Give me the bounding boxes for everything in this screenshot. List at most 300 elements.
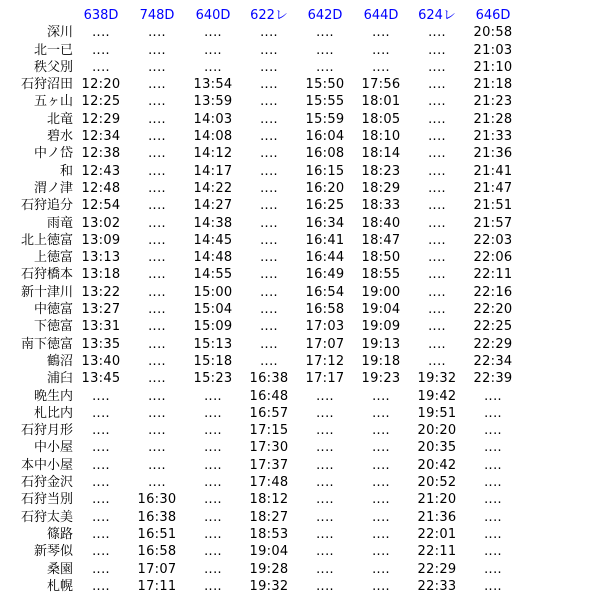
time-cell: 19:32 xyxy=(249,578,289,594)
time-cell: ‥‥ xyxy=(484,457,502,473)
train-number-header: 646D xyxy=(475,8,511,23)
time-cell: ‥‥ xyxy=(204,423,222,439)
time-cell: 15:04 xyxy=(193,302,233,318)
time-cell: 22:06 xyxy=(473,250,513,266)
time-cell: ‥‥ xyxy=(428,353,446,369)
timetable-body xyxy=(0,24,521,595)
time-cell: ‥‥ xyxy=(260,302,278,318)
station-name: 新十津川 xyxy=(20,284,73,300)
time-cell: 16:30 xyxy=(137,492,177,508)
time-cell: 16:04 xyxy=(305,129,345,145)
station-name: 桑園 xyxy=(46,561,73,577)
station-name: 碧水 xyxy=(46,129,73,145)
table-row xyxy=(0,439,521,456)
table-row xyxy=(0,42,521,59)
time-cell: 15:59 xyxy=(305,111,345,127)
time-cell: 16:49 xyxy=(305,267,345,283)
table-row xyxy=(0,353,521,370)
time-cell: 18:55 xyxy=(361,267,401,283)
time-cell: ‥‥ xyxy=(204,405,222,421)
time-cell: ‥‥ xyxy=(148,457,166,473)
time-cell: 12:38 xyxy=(81,146,121,162)
table-row xyxy=(0,457,521,474)
time-cell: 12:20 xyxy=(81,77,121,93)
time-cell: ‥‥ xyxy=(428,198,446,214)
time-cell: 22:29 xyxy=(473,336,513,352)
time-cell: ‥‥ xyxy=(92,25,110,41)
time-cell: 19:32 xyxy=(417,371,457,387)
time-cell: 17:12 xyxy=(305,353,345,369)
time-cell: 19:42 xyxy=(417,388,457,404)
time-cell: ‥‥ xyxy=(372,440,390,456)
time-cell: ‥‥ xyxy=(372,388,390,404)
time-cell: ‥‥ xyxy=(204,561,222,577)
station-name: 石狩金沢 xyxy=(20,475,73,491)
time-cell: ‥‥ xyxy=(260,25,278,41)
time-cell: 19:18 xyxy=(361,353,401,369)
time-cell: 15:55 xyxy=(305,94,345,110)
time-cell: 13:31 xyxy=(81,319,121,335)
station-name: 中徳富 xyxy=(33,302,73,318)
table-row xyxy=(0,197,521,214)
time-cell: 12:29 xyxy=(81,111,121,127)
time-cell: 16:08 xyxy=(305,146,345,162)
time-cell: 22:16 xyxy=(473,284,513,300)
table-row xyxy=(0,163,521,180)
time-cell: ‥‥ xyxy=(428,232,446,248)
time-cell: 14:17 xyxy=(193,163,233,179)
station-name: 北一已 xyxy=(33,42,73,58)
station-name: 鶴沼 xyxy=(46,353,73,369)
time-cell: ‥‥ xyxy=(148,336,166,352)
time-cell: ‥‥ xyxy=(204,457,222,473)
table-row xyxy=(0,215,521,232)
time-cell: 16:58 xyxy=(305,302,345,318)
table-row xyxy=(0,318,521,335)
time-cell: ‥‥ xyxy=(428,129,446,145)
time-cell: ‥‥ xyxy=(428,267,446,283)
table-row xyxy=(0,59,521,76)
time-cell: 20:20 xyxy=(417,423,457,439)
time-cell: 17:37 xyxy=(249,457,289,473)
table-row xyxy=(0,422,521,439)
time-cell: 16:54 xyxy=(305,284,345,300)
time-cell: 14:22 xyxy=(193,180,233,196)
time-cell: ‥‥ xyxy=(260,232,278,248)
time-cell: 15:13 xyxy=(193,336,233,352)
time-cell: 20:35 xyxy=(417,440,457,456)
time-cell: 19:04 xyxy=(249,544,289,560)
time-cell: 13:22 xyxy=(81,284,121,300)
station-name: 和 xyxy=(59,163,73,179)
station-name: 石狩追分 xyxy=(20,198,73,214)
time-cell: 21:10 xyxy=(473,59,513,75)
station-name: 中ノ岱 xyxy=(33,146,73,162)
time-cell: 21:41 xyxy=(473,163,513,179)
time-cell: 13:45 xyxy=(81,371,121,387)
time-cell: ‥‥ xyxy=(92,526,110,542)
time-cell: ‥‥ xyxy=(148,94,166,110)
station-name: 石狩橋本 xyxy=(20,267,73,283)
time-cell: ‥‥ xyxy=(148,42,166,58)
time-cell: 16:38 xyxy=(249,371,289,387)
time-cell: ‥‥ xyxy=(316,25,334,41)
time-cell: ‥‥ xyxy=(260,146,278,162)
time-cell: ‥‥ xyxy=(92,544,110,560)
time-cell: 17:30 xyxy=(249,440,289,456)
station-column-header xyxy=(0,7,73,24)
time-cell: 21:23 xyxy=(473,94,513,110)
time-cell: ‥‥ xyxy=(372,526,390,542)
time-cell: ‥‥ xyxy=(148,302,166,318)
time-cell: ‥‥ xyxy=(260,129,278,145)
time-cell: ‥‥ xyxy=(260,319,278,335)
time-cell: ‥‥ xyxy=(260,215,278,231)
time-cell: 16:44 xyxy=(305,250,345,266)
time-cell: 18:01 xyxy=(361,94,401,110)
time-cell: ‥‥ xyxy=(428,180,446,196)
time-cell: ‥‥ xyxy=(260,111,278,127)
time-cell: 12:34 xyxy=(81,129,121,145)
time-cell: 14:27 xyxy=(193,198,233,214)
time-cell: 22:25 xyxy=(473,319,513,335)
station-name: 南下徳富 xyxy=(20,336,73,352)
time-cell: 21:36 xyxy=(417,509,457,525)
time-cell: 13:35 xyxy=(81,336,121,352)
time-cell: 21:57 xyxy=(473,215,513,231)
time-cell: ‥‥ xyxy=(148,111,166,127)
time-cell: 14:48 xyxy=(193,250,233,266)
time-cell: ‥‥ xyxy=(372,561,390,577)
time-cell: ‥‥ xyxy=(316,492,334,508)
station-name: 本中小屋 xyxy=(20,457,73,473)
time-cell: 19:23 xyxy=(361,371,401,387)
table-row xyxy=(0,145,521,162)
time-cell: ‥‥ xyxy=(148,388,166,404)
table-row xyxy=(0,266,521,283)
time-cell: ‥‥ xyxy=(316,423,334,439)
time-cell: 22:39 xyxy=(473,371,513,387)
time-cell: 21:47 xyxy=(473,180,513,196)
time-cell: ‥‥ xyxy=(148,250,166,266)
time-cell: ‥‥ xyxy=(428,25,446,41)
station-name: 新琴似 xyxy=(33,544,73,560)
time-cell: ‥‥ xyxy=(372,509,390,525)
time-cell: ‥‥ xyxy=(148,180,166,196)
station-name: 篠路 xyxy=(46,526,73,542)
time-cell: ‥‥ xyxy=(204,388,222,404)
table-row xyxy=(0,93,521,110)
time-cell: 22:03 xyxy=(473,232,513,248)
time-cell: 13:59 xyxy=(193,94,233,110)
time-cell: 16:48 xyxy=(249,388,289,404)
time-cell: ‥‥ xyxy=(484,405,502,421)
time-cell: ‥‥ xyxy=(148,129,166,145)
time-cell: 21:20 xyxy=(417,492,457,508)
time-cell: ‥‥ xyxy=(260,42,278,58)
time-cell: 14:55 xyxy=(193,267,233,283)
time-cell: ‥‥ xyxy=(428,215,446,231)
time-cell: 15:09 xyxy=(193,319,233,335)
time-cell: 17:07 xyxy=(305,336,345,352)
time-cell: ‥‥ xyxy=(428,284,446,300)
time-cell: ‥‥ xyxy=(204,440,222,456)
time-cell: 19:51 xyxy=(417,405,457,421)
time-cell: 15:00 xyxy=(193,284,233,300)
time-cell: ‥‥ xyxy=(428,319,446,335)
time-cell: 14:45 xyxy=(193,232,233,248)
time-cell: 22:11 xyxy=(417,544,457,560)
table-row xyxy=(0,111,521,128)
time-cell: ‥‥ xyxy=(92,457,110,473)
time-cell: ‥‥ xyxy=(204,509,222,525)
table-row xyxy=(0,578,521,595)
time-cell: ‥‥ xyxy=(316,509,334,525)
table-row xyxy=(0,301,521,318)
time-cell: ‥‥ xyxy=(92,475,110,491)
time-cell: ‥‥ xyxy=(204,544,222,560)
time-cell: ‥‥ xyxy=(316,59,334,75)
time-cell: 16:57 xyxy=(249,405,289,421)
station-name: 深川 xyxy=(46,25,73,41)
time-cell: ‥‥ xyxy=(204,475,222,491)
time-cell: ‥‥ xyxy=(372,405,390,421)
time-cell: ‥‥ xyxy=(148,77,166,93)
time-cell: 22:11 xyxy=(473,267,513,283)
time-cell: ‥‥ xyxy=(428,77,446,93)
time-cell: 19:00 xyxy=(361,284,401,300)
time-cell: ‥‥ xyxy=(148,371,166,387)
table-row xyxy=(0,128,521,145)
time-cell: 15:50 xyxy=(305,77,345,93)
time-cell: 16:34 xyxy=(305,215,345,231)
table-row xyxy=(0,491,521,508)
time-cell: ‥‥ xyxy=(92,561,110,577)
time-cell: 17:56 xyxy=(361,77,401,93)
time-cell: ‥‥ xyxy=(372,25,390,41)
time-cell: ‥‥ xyxy=(372,59,390,75)
time-cell: 13:02 xyxy=(81,215,121,231)
time-cell: ‥‥ xyxy=(372,492,390,508)
train-number-header: 638D xyxy=(83,8,119,23)
time-cell: 13:40 xyxy=(81,353,121,369)
time-cell: 16:58 xyxy=(137,544,177,560)
table-row xyxy=(0,370,521,387)
time-cell: ‥‥ xyxy=(316,42,334,58)
time-cell: 16:20 xyxy=(305,180,345,196)
time-cell: 21:51 xyxy=(473,198,513,214)
table-row xyxy=(0,561,521,578)
time-cell: 21:28 xyxy=(473,111,513,127)
time-cell: 22:33 xyxy=(417,578,457,594)
station-name: 石狩当別 xyxy=(20,492,73,508)
time-cell: 18:47 xyxy=(361,232,401,248)
time-cell: ‥‥ xyxy=(260,267,278,283)
time-cell: ‥‥ xyxy=(260,180,278,196)
time-cell: ‥‥ xyxy=(92,388,110,404)
table-row xyxy=(0,405,521,422)
train-number-header: 748D xyxy=(139,8,175,23)
time-cell: ‥‥ xyxy=(260,94,278,110)
time-cell: ‥‥ xyxy=(148,353,166,369)
time-cell: ‥‥ xyxy=(148,284,166,300)
table-row xyxy=(0,76,521,93)
table-row xyxy=(0,180,521,197)
time-cell: 17:07 xyxy=(137,561,177,577)
station-name: 札幌 xyxy=(46,578,73,594)
time-cell: 14:12 xyxy=(193,146,233,162)
time-cell: ‥‥ xyxy=(428,59,446,75)
station-name: 雨竜 xyxy=(46,215,73,231)
time-cell: 18:50 xyxy=(361,250,401,266)
station-name: 北上徳富 xyxy=(20,232,73,248)
time-cell: 20:42 xyxy=(417,457,457,473)
table-row xyxy=(0,336,521,353)
time-cell: ‥‥ xyxy=(484,509,502,525)
time-cell: 16:38 xyxy=(137,509,177,525)
time-cell: 18:53 xyxy=(249,526,289,542)
time-cell: 18:27 xyxy=(249,509,289,525)
time-cell: ‥‥ xyxy=(316,475,334,491)
time-cell: ‥‥ xyxy=(148,198,166,214)
time-cell: ‥‥ xyxy=(428,146,446,162)
time-cell: ‥‥ xyxy=(316,388,334,404)
time-cell: ‥‥ xyxy=(92,42,110,58)
time-cell: ‥‥ xyxy=(148,25,166,41)
time-cell: 18:10 xyxy=(361,129,401,145)
time-cell: 18:29 xyxy=(361,180,401,196)
time-cell: 20:52 xyxy=(417,475,457,491)
time-cell: ‥‥ xyxy=(260,59,278,75)
station-name: 浦臼 xyxy=(46,371,73,387)
time-cell: ‥‥ xyxy=(204,492,222,508)
time-cell: ‥‥ xyxy=(372,457,390,473)
train-number-header: 642D xyxy=(307,8,343,23)
time-cell: 19:28 xyxy=(249,561,289,577)
time-cell: 18:12 xyxy=(249,492,289,508)
time-cell: 21:33 xyxy=(473,129,513,145)
time-cell: ‥‥ xyxy=(204,42,222,58)
time-cell: 21:18 xyxy=(473,77,513,93)
station-name: 上徳富 xyxy=(33,250,73,266)
time-cell: ‥‥ xyxy=(316,440,334,456)
time-cell: 17:17 xyxy=(305,371,345,387)
time-cell: ‥‥ xyxy=(316,526,334,542)
time-cell: 21:36 xyxy=(473,146,513,162)
time-cell: ‥‥ xyxy=(204,526,222,542)
time-cell: ‥‥ xyxy=(316,578,334,594)
time-cell: ‥‥ xyxy=(428,163,446,179)
time-cell: 16:25 xyxy=(305,198,345,214)
time-cell: ‥‥ xyxy=(260,163,278,179)
station-name: 下徳富 xyxy=(33,319,73,335)
time-cell: ‥‥ xyxy=(148,163,166,179)
time-cell: 14:03 xyxy=(193,111,233,127)
time-cell: 16:41 xyxy=(305,232,345,248)
time-cell: 22:20 xyxy=(473,302,513,318)
time-cell: 18:23 xyxy=(361,163,401,179)
station-name: 北竜 xyxy=(46,111,73,127)
time-cell: ‥‥ xyxy=(92,492,110,508)
time-cell: 13:09 xyxy=(81,232,121,248)
time-cell: 15:23 xyxy=(193,371,233,387)
train-number-header: 624レ xyxy=(418,8,456,23)
time-cell: 14:08 xyxy=(193,129,233,145)
table-row xyxy=(0,526,521,543)
time-cell: ‥‥ xyxy=(148,215,166,231)
time-cell: ‥‥ xyxy=(372,475,390,491)
time-cell: ‥‥ xyxy=(484,423,502,439)
station-name: 渭ノ津 xyxy=(33,180,73,196)
time-cell: 12:43 xyxy=(81,163,121,179)
time-cell: ‥‥ xyxy=(148,440,166,456)
time-cell: ‥‥ xyxy=(316,561,334,577)
time-cell: ‥‥ xyxy=(148,423,166,439)
station-name: 秩父別 xyxy=(33,59,73,75)
time-cell: ‥‥ xyxy=(204,25,222,41)
time-cell: ‥‥ xyxy=(372,578,390,594)
table-row xyxy=(0,474,521,491)
time-cell: ‥‥ xyxy=(316,405,334,421)
time-cell: ‥‥ xyxy=(148,319,166,335)
table-row xyxy=(0,284,521,301)
time-cell: ‥‥ xyxy=(260,250,278,266)
time-cell: ‥‥ xyxy=(316,544,334,560)
table-row xyxy=(0,232,521,249)
time-cell: ‥‥ xyxy=(484,544,502,560)
time-cell: 19:13 xyxy=(361,336,401,352)
time-cell: ‥‥ xyxy=(260,353,278,369)
time-cell: ‥‥ xyxy=(204,578,222,594)
time-cell: 17:15 xyxy=(249,423,289,439)
time-cell: 17:03 xyxy=(305,319,345,335)
time-cell: ‥‥ xyxy=(92,440,110,456)
table-row xyxy=(0,388,521,405)
time-cell: 19:09 xyxy=(361,319,401,335)
time-cell: 22:34 xyxy=(473,353,513,369)
time-cell: 22:01 xyxy=(417,526,457,542)
time-cell: ‥‥ xyxy=(484,388,502,404)
time-cell: 17:11 xyxy=(137,578,177,594)
time-cell: ‥‥ xyxy=(428,42,446,58)
time-cell: 14:38 xyxy=(193,215,233,231)
station-name: 札比内 xyxy=(33,405,73,421)
time-cell: ‥‥ xyxy=(204,59,222,75)
time-cell: ‥‥ xyxy=(372,423,390,439)
time-cell: ‥‥ xyxy=(148,267,166,283)
time-cell: ‥‥ xyxy=(260,284,278,300)
time-cell: 17:48 xyxy=(249,475,289,491)
time-cell: ‥‥ xyxy=(260,336,278,352)
time-cell: ‥‥ xyxy=(260,198,278,214)
time-cell: 21:03 xyxy=(473,42,513,58)
station-name: 石狩月形 xyxy=(20,423,73,439)
time-cell: ‥‥ xyxy=(92,59,110,75)
time-cell: 18:33 xyxy=(361,198,401,214)
time-cell: 13:13 xyxy=(81,250,121,266)
time-cell: 13:18 xyxy=(81,267,121,283)
train-number-header: 644D xyxy=(363,8,399,23)
time-cell: ‥‥ xyxy=(484,440,502,456)
time-cell: ‥‥ xyxy=(148,146,166,162)
time-cell: ‥‥ xyxy=(428,94,446,110)
time-cell: ‥‥ xyxy=(148,59,166,75)
time-cell: ‥‥ xyxy=(428,302,446,318)
table-row xyxy=(0,249,521,266)
time-cell: 16:51 xyxy=(137,526,177,542)
timetable xyxy=(0,7,521,595)
time-cell: ‥‥ xyxy=(148,232,166,248)
